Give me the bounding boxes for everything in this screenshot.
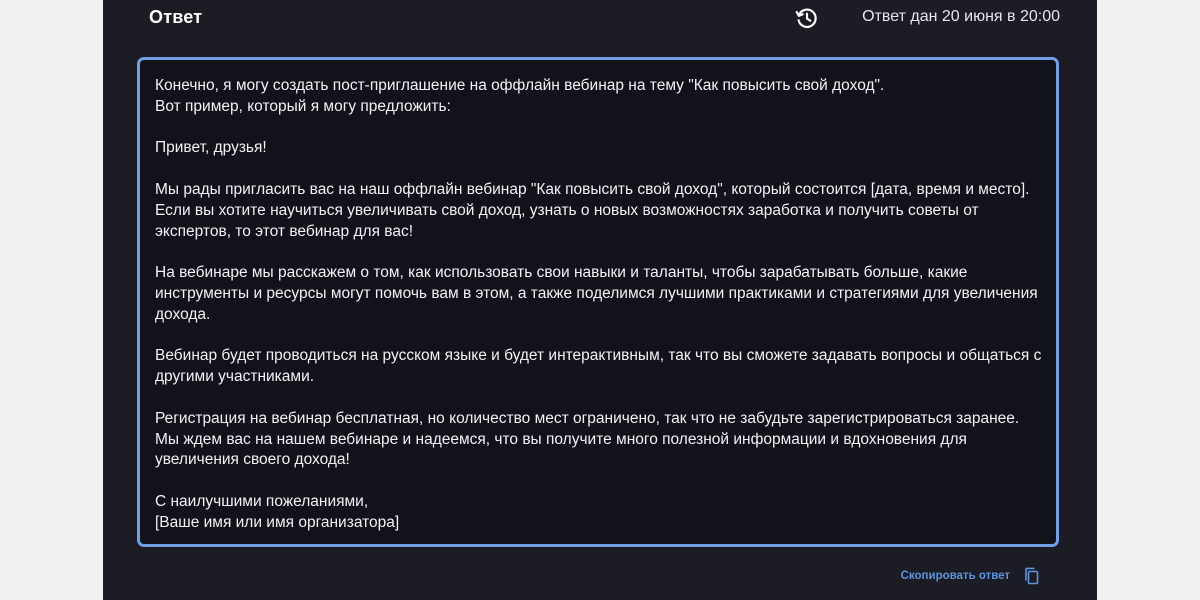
answer-paragraph: Вебинар будет проводиться на русском языке и будет интерактивным, так что вы сможете задавать вопросы и общаться с другими участниками. bbox=[155, 347, 1042, 386]
answer-header bbox=[103, 0, 1097, 36]
answer-paragraph: На вебинаре мы расскажем о том, как использовать свои навыки и таланты, чтобы зарабатывать больше, какие инструменты и ресурсы могут помочь вам в этом, а также поделимся лучшими практиками и стратегиями для увеличения дохода. bbox=[155, 264, 1038, 323]
copy-icon bbox=[1022, 566, 1042, 586]
answer-timestamp: Ответ дан 20 июня в 20:00 bbox=[862, 8, 1060, 25]
answer-box[interactable] bbox=[137, 57, 1059, 547]
copy-answer-label: Скопировать ответ bbox=[900, 570, 1010, 582]
answer-text bbox=[155, 76, 1047, 534]
answer-paragraph: Конечно, я могу создать пост-приглашение на оффлайн вебинар на тему "Как повысить свой доход". Вот пример, который я могу предложить: bbox=[155, 77, 885, 115]
copy-answer-button[interactable] bbox=[901, 565, 1042, 587]
answer-panel bbox=[103, 0, 1097, 600]
history-icon[interactable] bbox=[794, 5, 820, 31]
answer-paragraph: С наилучшими пожеланиями, [Ваше имя или имя организатора] bbox=[155, 492, 400, 531]
answer-paragraph: Регистрация на вебинар бесплатная, но количество мест ограничено, так что не забудьте зарегистрироваться заранее. Мы ждем вас на нашем вебинаре и надеемся, что вы получите много полезной информации и вдохновения для увеличения своего дохода! bbox=[155, 409, 1020, 469]
answer-paragraph: Мы рады пригласить вас на наш оффлайн вебинар "Как повысить свой доход", который состоится [дата, время и место]. Если вы хотите научиться увеличивать свой доход, узнать о новых возможностях заработка и получить советы от экспертов, то этот вебинар для вас! bbox=[155, 180, 1030, 240]
answer-paragraph: Привет, друзья! bbox=[155, 139, 267, 157]
page-title: Ответ bbox=[149, 7, 203, 27]
